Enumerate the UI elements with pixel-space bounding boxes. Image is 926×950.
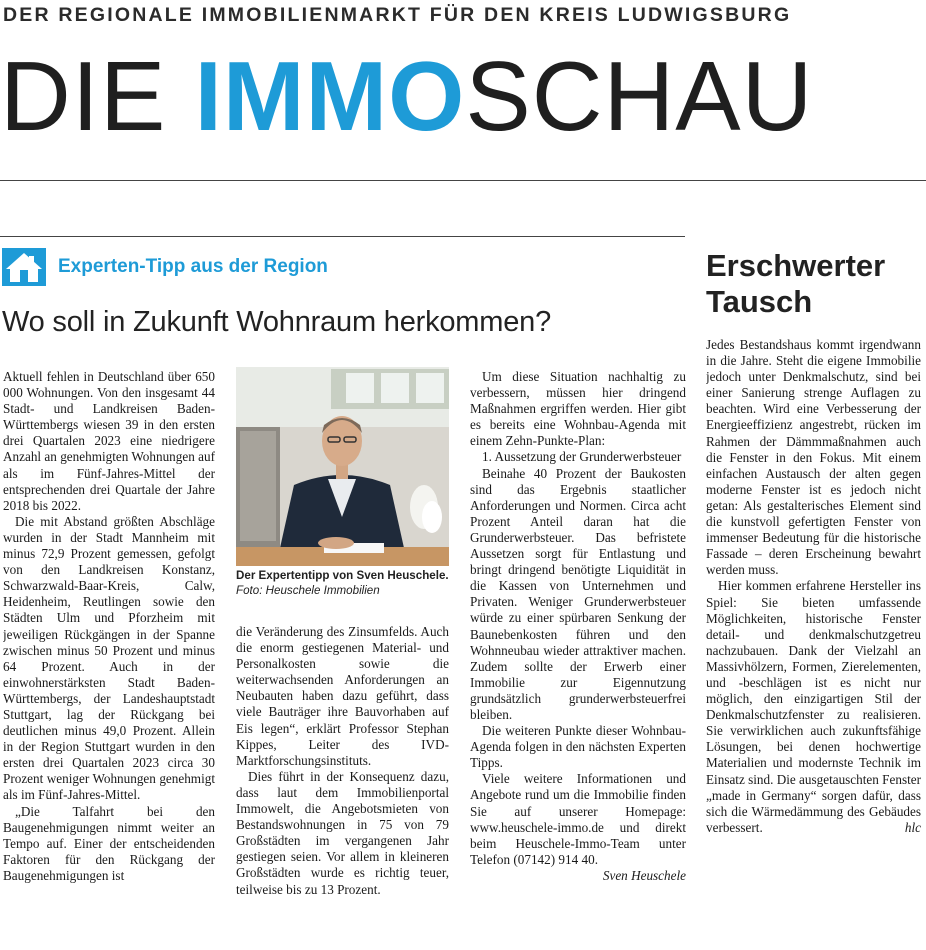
section-header (2, 248, 328, 286)
article-paragraph: Dies führt in der Konsequenz dazu, dass laut dem Immobilienportal Immowelt, die Angebotsmieten von Bestandswohnungen in 75 von 79 Großstädten im vergangenen Jahr gestiegen seien. Vor allem in kleineren Großstädten wurde es richtig teuer, teilweise bis zu 13 Prozent. (236, 768, 449, 897)
caption-credit: Foto: Heuschele Immobilien (236, 584, 380, 597)
section-label: Experten-Tipp aus der Region (58, 256, 328, 277)
portrait-photo (236, 367, 449, 566)
masthead-divider (0, 180, 926, 181)
publication-tagline: DER REGIONALE IMMOBILIENMARKT FÜR DEN KREIS LUDWIGSBURG (3, 4, 792, 26)
article-column-1 (3, 369, 215, 950)
masthead-title (0, 41, 814, 156)
sidebar-column (706, 337, 921, 950)
article-paragraph: Um diese Situation nachhaltig zu verbessern, müssen hier dringend Maßnahmen ergriffen werden. Hier gibt es bereits eine Wohnbau-Agenda mit einem Zehn-Punkte-Plan: (470, 369, 686, 449)
caption-text: Der Expertentipp von Sven Heuschele. (236, 569, 449, 582)
house-icon (2, 248, 46, 286)
article-paragraph: Die mit Abstand größten Abschläge wurden in der Stadt Mannheim mit minus 72,9 Prozent gemessen, gefolgt von den Landkreisen Konstanz, Schwarzwald-Baar-Kreis, Calw, Heidenheim, Reutlingen sowie den Städten Ulm und Pforzheim mit jeweiligen Rückgängen in der Spanne zwischen minus 50 Prozent und minus 64 Prozent. Auch in der einwohnerstärksten Stadt Baden-Württembergs, der Landeshauptstadt Stuttgart, lag der Rückgang bei deutlichen minus 49,0 Prozent. Allein in der Region Stuttgart wurden in den ersten drei Quartalen 2023 circa 30 Prozent weniger Wohnungen genehmigt als im Fünf-Jahres-Mittel. (3, 513, 215, 803)
section-divider (0, 236, 685, 237)
article-list-point: 1. Aussetzung der Grunderwerbsteuer (482, 449, 682, 465)
masthead-part-schau: SCHAU (465, 41, 814, 151)
article-paragraph: Beinahe 40 Prozent der Baukosten sind das Ergebnis staatlicher Anforderungen und Normen. Circa acht Prozent Anteil daran hat die Grunderwerbsteuer. Das befristete Aussetzen sorgt für Entlastung und bringt dringend benötigte Liquidität in die Kassen von Unternehmen und Privaten. Weniger Grunderwerbsteuer würde zu einer spürbaren Senkung der Baunebenkosten führen und den Wohnneubau wieder attraktiver machen. Zudem sollte der Erwerb einer Immobilie zur Eigennutzung grundsätzlich grunderwerbsteuerfrei bleiben. (470, 465, 686, 722)
article-column-2 (236, 624, 449, 950)
article-paragraph: Die weiteren Punkte dieser Wohnbau-Agenda folgen in den nächsten Experten Tipps. (470, 723, 686, 771)
masthead-part-immo: IMMO (194, 41, 466, 151)
sidebar-title: Erschwerter Tausch (706, 248, 886, 319)
photo-caption (236, 568, 451, 598)
sidebar-paragraph (706, 578, 921, 836)
sidebar-paragraph: Jedes Bestandshaus kommt irgendwann in die Jahre. Steht die eigene Immobilie jedoch unter Denkmalschutz, sind bei einer Sanierung strenge Auflagen zu beachten. Wird eine Verbesserung der Energieeffizienz angestrebt, rücken im Rahmen der Dämmmaßnahmen auch die Fenster in den Fokus. Mit einem einfachen Austausch der alten gegen moderne Fenster ist es jedoch nicht getan: Als gestalterisches Element sind die kunstvoll gefertigten Fenster von immenser Bedeutung für die historische Fassade – deren Erscheinung bewahrt werden muss. (706, 337, 921, 578)
masthead-part-die: DIE (0, 41, 195, 151)
article-paragraph: „Die Talfahrt bei den Baugenehmigungen nimmt weiter an Tempo auf. Einer der entscheidenden Faktoren für den Rückgang der Baugenehmigungen ist (3, 803, 215, 883)
article-paragraph: die Veränderung des Zinsumfelds. Auch die enorm gestiegenen Material- und Personalkosten sowie die weiterwachsenden Anforderungen an Neubauten haben dazu geführt, dass viele Bauträger ihre Bauvorhaben auf Eis legen“, erklärt Professor Stephan Kippes, Leiter des IVD-Marktforschungsinstituts. (236, 624, 449, 768)
article-paragraph (470, 771, 686, 883)
article-column-3 (470, 369, 686, 950)
article-paragraph: Aktuell fehlen in Deutschland über 650 000 Wohnungen. Von den insgesamt 44 Stadt- und Landkreisen Baden-Württembergs wiesen 39 in den ersten drei Quartalen 2023 eine niedrigere Anzahl an genehmigten Wohnungen auf als im Fünf-Jahres-Mittel der entsprechenden drei Quartale der Jahre 2018 bis 2022. (3, 369, 215, 513)
sidebar-byline: hlc (904, 819, 921, 835)
contact-text: Viele weitere Informationen und Angebote rund um die Immobilie finden Sie auf unserer Homepage: www.heuschele-immo.de und direkt beim Heuschele-Immo-Team unter Telefon (07142) 914 40. (470, 771, 686, 867)
article-byline: Sven Heuschele (602, 867, 686, 883)
expert-photo (236, 367, 449, 566)
article-headline: Wo soll in Zukunft Wohnraum herkommen? (2, 306, 552, 338)
sidebar-paragraph-text: Hier kommen erfahrene Hersteller ins Spiel: Sie bieten umfassende Möglichkeiten, historische Fenster detail- und denkmalschutzgetreu nachzubauen. Dank der Vielzahl an Massivhölzern, Formen, Zierelementen, und -beschlägen ist es nicht nur möglich, den einzigartigen Stil der Denkmalschutzfenster zu realisieren. Sie verwirklichen auch zukunftsfähige Lösungen, bei denen hochwertige Materialien und modernste Technik im Einsatz sind. Die ausgetauschten Fenster „made in Germany“ sorgen dafür, dass sich die Wärmedämmung des Gebäudes verbessert. (706, 578, 921, 835)
